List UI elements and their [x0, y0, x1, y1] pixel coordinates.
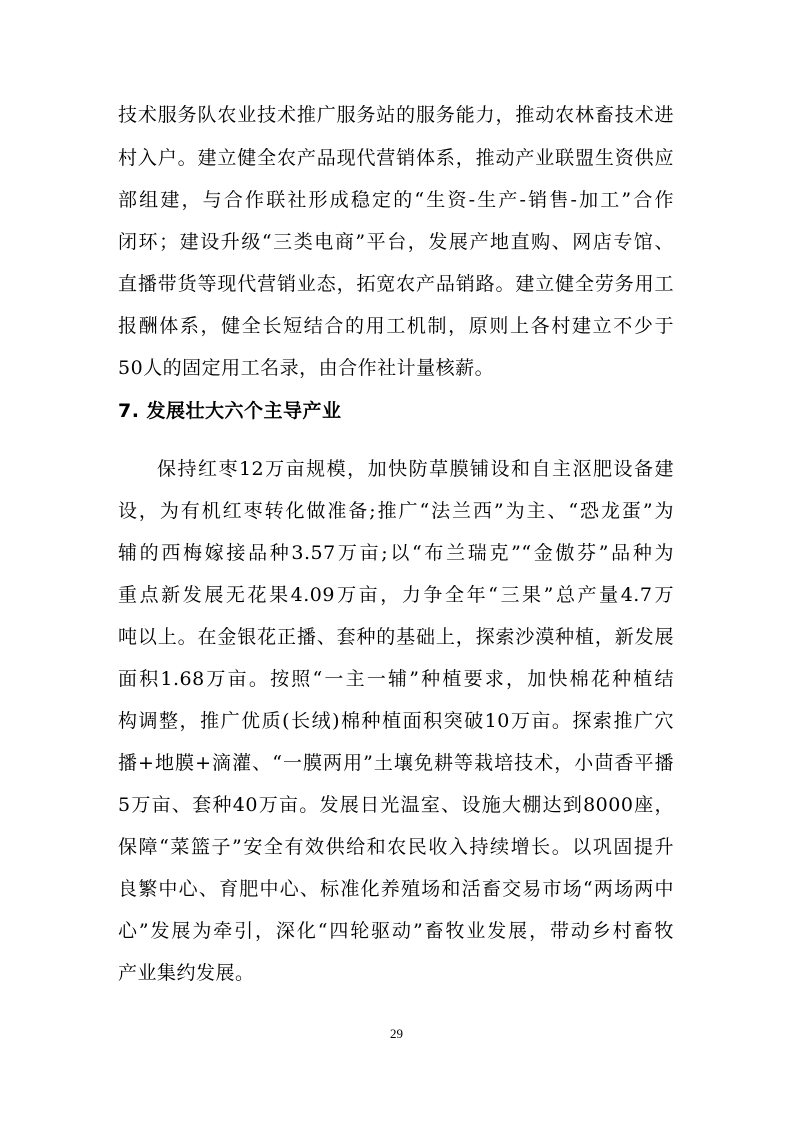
paragraph-1-line-1: 技术服务队农业技术推广服务站的服务能力，推动农林畜技术进 [118, 104, 674, 126]
paragraph-2-line-10: 保障“菜篮子”安全有效供给和农民收入持续增长。以巩固提升 [118, 836, 674, 858]
paragraph-2-line-13: 产业集约发展。 [118, 962, 255, 984]
paragraph-1-line-7: 50人的固定用工名录，由合作社计量核薪。 [118, 357, 495, 379]
paragraph-2-line-4: 重点新发展无花果4.09万亩，力争全年“三果”总产量4.7万 [118, 584, 674, 606]
section-heading: 7. 发展壮大六个主导产业 [118, 400, 342, 422]
paragraph-2-line-2: 设，为有机红枣转化做准备;推广“法兰西”为主、“恐龙蛋”为 [118, 500, 674, 522]
paragraph-2-line-5: 吨以上。在金银花正播、套种的基础上，探索沙漠种植，新发展 [118, 626, 674, 648]
paragraph-1-line-2: 村入户。建立健全农产品现代营销体系，推动产业联盟生资供应 [118, 147, 674, 169]
paragraph-2-line-9: 5万亩、套种40万亩。发展日光温室、设施大棚达到8000座， [118, 794, 674, 816]
paragraph-2-line-8: 播+地膜+滴灌、“一膜两用”土壤免耕等栽培技术，小茴香平播 [118, 752, 674, 774]
paragraph-2-line-7: 构调整，推广优质(长绒)棉种植面积突破10万亩。探索推广穴 [118, 710, 674, 732]
paragraph-2-line-1: 保持红枣12万亩规模，加快防草膜铺设和自主沤肥设备建 [157, 458, 674, 480]
page-number: 29 [390, 1026, 403, 1041]
paragraph-1-line-4: 闭环；建设升级“三类电商”平台，发展产地直购、网店专馆、 [118, 231, 674, 253]
paragraph-1-line-3: 部组建，与合作联社形成稳定的“生资-生产-销售-加工”合作 [118, 189, 674, 211]
paragraph-2-line-3: 辅的西梅嫁接品种3.57万亩;以“布兰瑞克”“金傲芬”品种为 [118, 542, 674, 564]
paragraph-1-line-6: 报酬体系，健全长短结合的用工机制，原则上各村建立不少于 [118, 315, 674, 337]
paragraph-2-line-6: 面积1.68万亩。按照“一主一辅”种植要求，加快棉花种植结 [118, 668, 674, 690]
paragraph-2-line-12: 心”发展为牵引，深化“四轮驱动”畜牧业发展，带动乡村畜牧 [118, 920, 674, 942]
paragraph-1-line-5: 直播带货等现代营销业态，拓宽农产品销路。建立健全劳务用工 [118, 273, 674, 295]
paragraph-2-line-11: 良繁中心、育肥中心、标准化养殖场和活畜交易市场“两场两中 [118, 878, 674, 900]
